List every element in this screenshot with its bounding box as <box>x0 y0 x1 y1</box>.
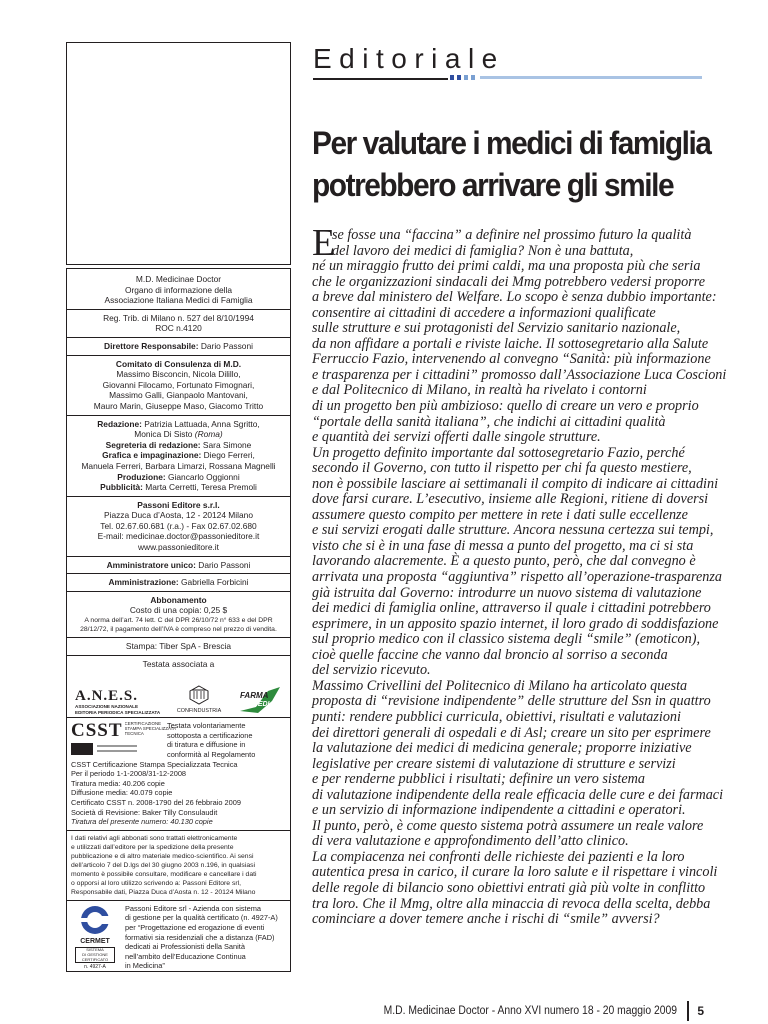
article-line: autentica presa in carico, il curare la loro salute e il rispettare i vincoli <box>312 864 718 881</box>
redazione-value-2: Monica Di Sisto <box>134 429 193 440</box>
masthead-direttore <box>67 338 290 356</box>
section-title: Editoriale <box>313 43 505 74</box>
page-number: 5 <box>697 1004 704 1018</box>
csst-logo <box>71 720 176 759</box>
csst-seal-icon <box>71 742 141 756</box>
article-line: arrivata una proposta “aggiuntiva” rispetto all’operazione-trasparenza <box>312 569 723 586</box>
direttore-label: Direttore Responsabile: <box>104 340 199 351</box>
confindustria-emblem-icon <box>188 685 210 705</box>
abbonamento-line: A norma dell’art. 74 lett. C del DPR 26/10/72 n° 633 e del DPR <box>84 617 273 625</box>
article-line: di un progetto ben più ambizioso: quello di creare un vero e proprio <box>312 398 699 415</box>
privacy-line: dell’articolo 7 del D.lgs del 30 giugno 2003 n.196, in qualsiasi <box>71 861 256 869</box>
csst-logo-text: CSST <box>71 720 123 742</box>
section-accent-rule <box>480 76 702 79</box>
article-body <box>312 222 727 928</box>
privacy-line: momento è possibile consultare, modificare e cancellare i dati <box>71 870 257 878</box>
masthead-privacy <box>67 831 290 901</box>
csst-line: Tiratura media: 40.206 copie <box>71 778 165 788</box>
masthead-redazione <box>67 416 290 497</box>
anes-logo-sub: EDITORIA PERIODICA SPECIALIZZATA <box>75 709 161 715</box>
article-line: la valutazione dei medici di medicina generale; proporre iniziative <box>312 740 692 757</box>
article-line: e un servizio di informazione indipendente a cittadini e operatori. <box>312 802 686 819</box>
masthead-editore <box>67 497 290 557</box>
article-line: e quantità dei servizi offerti dalle singole strutture. <box>312 429 601 446</box>
article-line: né un miraggio frutto dei primi caldi, ma una proposta più che seria <box>312 258 701 275</box>
privacy-line: o opporsi al loro utilizzo scrivendo a: Passoni Editore srl, <box>71 879 242 887</box>
masthead-amministratore <box>67 557 290 575</box>
grafica-value: Diego Ferreri, <box>201 450 255 461</box>
cermet-line: di gestione per la qualità certificato (n. 4927-A) <box>125 913 278 923</box>
article-line: di valutazione indipendente della reale efficacia delle cure e dei farmaci <box>312 786 724 803</box>
article-line: sul proprio medico con il classico sistema degli “smile” (emoticon), <box>312 631 701 648</box>
pubblicita-value: Marta Cerretti, Teresa Premoli <box>142 482 257 493</box>
masthead <box>66 268 291 972</box>
csst-logo-sub: STAMPA SPECIALIZZATA <box>124 726 176 732</box>
csst-line: CSST Certificazione Stampa Specializzata Tecnica <box>71 759 238 769</box>
accent-dot <box>464 75 468 80</box>
privacy-line: e utilizzati dall’editore per la spedizione della presente <box>71 843 234 851</box>
reg-line: Reg. Trib. di Milano n. 527 del 8/10/1994 <box>103 312 254 323</box>
article-line: dei medici di famiglia online, attraverso il quale i cittadini potrebbero <box>312 600 711 617</box>
grafica-label: Grafica e impaginazione: <box>102 450 202 461</box>
article-line: e sui servizi erogati dalle strutture. Ancora nessuna certezza sui tempi, <box>312 522 714 539</box>
headline-line: potrebbero arrivare gli smile <box>312 167 674 203</box>
comitato-label: Comitato di Consulenza di M.D. <box>115 358 242 369</box>
editore-line: Piazza Duca d’Aosta, 12 - 20124 Milano <box>104 510 253 521</box>
privacy-line: Responsabile dati, Piazza Duca d’Aosta n. 12 - 20124 Milano <box>71 888 256 896</box>
article-line: e dal Politecnico di Milano, in realtà ha rivelato i contorni <box>312 382 647 399</box>
pub-line: M.D. Medicinae Doctor <box>135 274 222 284</box>
article-line: visto che si è in una fase di messa a punto del progetto, ma ci si sta <box>312 537 694 554</box>
article-line: esprimere, in un apposito spazio internet, il loro grado di soddisfazione <box>312 615 719 632</box>
editore-website: www.passonieditore.it <box>138 542 219 553</box>
pub-line: Organo di informazione della <box>124 284 233 295</box>
footer-issue: M.D. Medicinae Doctor - Anno XVI numero 18 - 20 maggio 2009 <box>383 1005 678 1017</box>
pubblicita-label: Pubblicità: <box>100 482 143 493</box>
privacy-line: I dati relativi agli abbonati sono trattati elettronicamente <box>71 834 238 842</box>
confindustria-logo <box>177 685 221 715</box>
cermet-line: nell’ambito dell’Educazione Continua <box>125 951 246 961</box>
article-line: dove farsi curare. L’esecutivo, insieme alle Regioni, ritiene di doversi <box>312 491 709 508</box>
csst-side-line: di tiratura e diffusione in <box>167 740 246 750</box>
cermet-badge-line: DI GESTIONE <box>82 951 108 957</box>
cermet-line: per “Progettazione ed erogazione di eventi <box>125 922 265 932</box>
amministrazione-value: Gabriella Forbicini <box>178 577 249 588</box>
editore-label: Passoni Editore s.r.l. <box>137 499 220 510</box>
csst-side-line: Testata volontariamente <box>167 721 246 731</box>
editore-email: E-mail: medicinae.doctor@passonieditore.it <box>97 531 260 542</box>
article-line: Il punto, però, è come questo sistema potrà assumere un reale valore <box>312 817 704 834</box>
article-line: punti: rendere pubblici curricula, obiettivi, risultati e valutazioni <box>312 708 681 725</box>
redazione-note: (Roma) <box>192 429 223 440</box>
cermet-line: dedicati ai Professionisti della Sanità <box>125 942 245 952</box>
article-line: già istruita dal Governo: introdurre un nuovo sistema di valutazione <box>312 584 702 601</box>
headline <box>312 122 711 206</box>
article-line: e trasparenza per i cittadini” promosso dall’Associazione Luca Coscioni <box>312 366 727 383</box>
media-text: MEDIA <box>251 701 275 709</box>
amministratore-value: Dario Passoni <box>195 559 251 570</box>
cermet-number: n. 4927-A <box>84 964 106 971</box>
csst-line: Certificato CSST n. 2008-1790 del 26 febbraio 2009 <box>71 797 241 807</box>
article-line: Ferruccio Fazio, intervenendo al convegno “Sanità: più informazione <box>312 351 711 368</box>
article-line: La compiacenza nei confronti delle richieste dei pazienti e la loro <box>312 848 685 865</box>
article-line: Un progetto definito importante dal sottosegretario Fazio, perché <box>312 444 685 461</box>
privacy-line: pubblicazione e di altro materiale medico-scientifico. Ai sensi <box>71 852 254 860</box>
article-line: di vera valutazione e approfondimento dell’atto clinico. <box>312 833 629 850</box>
csst-line: Società di Revisione: Baker Tilly Consulaudit <box>71 807 218 817</box>
cermet-badge-line: CERTIFICATO <box>81 956 109 962</box>
masthead-amministrazione <box>67 574 290 592</box>
cermet-logo <box>71 904 119 970</box>
confindustria-label: CONFINDUSTRIA <box>176 708 222 715</box>
anes-logo-text: A.N.E.S. <box>75 688 139 705</box>
amministratore-label: Amministratore unico: <box>106 559 196 570</box>
article-line: lavorando alacremente. È a questo punto, però, che dal convegno è <box>312 553 696 570</box>
masthead-cermet <box>67 901 290 974</box>
editore-line: Tel. 02.67.60.681 (r.a.) - Fax 02.67.02.680 <box>100 520 257 531</box>
csst-note: Tiratura del presente numero: 40.130 copie <box>71 817 213 827</box>
article-line: Massimo Crivellini del Politecnico di Milano ha articolato questa <box>312 677 688 694</box>
anes-logo <box>75 689 160 715</box>
produzione-value: Giancarlo Oggionni <box>165 471 240 482</box>
masthead-abbonamento <box>67 592 290 638</box>
article-line: se fosse una “faccina” a definire nel prossimo futuro la qualità <box>332 227 692 243</box>
article-line: che le organizzazioni sindacali dei Mmg potrebbero vedersi proporre <box>312 273 705 290</box>
section-dots <box>450 75 475 80</box>
cermet-logo-text: CERMET <box>80 938 110 946</box>
cermet-line: formativi sia residenziali che a distanza (FAD) <box>125 932 275 942</box>
article-line: non è possibile lasciare ai settimanali il compito di indicare ai cittadini <box>312 475 719 492</box>
masthead-csst <box>67 718 290 831</box>
abbonamento-line: 28/12/72, il pagamento dell’IVA è compreso nel prezzo di vendita. <box>80 626 277 634</box>
masthead-comitato <box>67 356 290 416</box>
comitato-line: Massimo Bisconcin, Nicola Dilillo, <box>116 369 241 380</box>
article-line: cominciare a dover temere anche i rischi di “smile” avversi? <box>312 911 660 928</box>
comitato-line: Massimo Galli, Gianpaolo Mantovani, <box>109 390 248 401</box>
stampa-line: Stampa: Tiber SpA - Brescia <box>125 641 232 652</box>
article-line: del servizio ricevuto. <box>312 662 431 679</box>
cermet-line: Passoni Editore srl - Azienda con sistema <box>125 903 261 913</box>
masthead-stampa <box>67 638 290 656</box>
masthead-registration <box>67 310 290 338</box>
amministrazione-label: Amministrazione: <box>108 577 179 588</box>
pub-line: Associazione Italiana Medici di Famiglia <box>104 295 253 306</box>
article-line: cioè quelle faccine che vanno dal broncio al sorriso a seconda <box>312 646 668 663</box>
cermet-badge-line: SISTEMA <box>86 947 104 953</box>
article-line: proposta di “revisione indipendente” delle strutture del Ssn in quattro <box>312 693 711 710</box>
article-line: tra loro. Che il Mmg, oltre alla minaccia di revoca della scelta, debba <box>312 895 711 912</box>
redazione-value: Patrizia Lattuada, Anna Sgritto, <box>141 418 260 429</box>
article-line: secondo il Governo, con tutto il rispetto per chi fa questo mestiere, <box>312 460 692 477</box>
csst-logo-sub: CERTIFICAZIONE <box>124 721 162 727</box>
csst-side-line: conformità al Regolamento <box>167 750 256 759</box>
segreteria-value: Sara Simone <box>200 439 252 450</box>
csst-logo-sub: TECNICA <box>124 731 144 737</box>
drop-cap: E <box>312 222 336 264</box>
article-line: e per renderne pubblici i risultati; definire un vero sistema <box>312 771 645 788</box>
direttore-value: Dario Passoni <box>198 340 253 351</box>
article-line: delle regole di bilancio sono obiettivi entrati già più volte in conflitto <box>312 879 706 896</box>
article-line: legislative per creare sistemi di valutazione di strutture e servizi <box>312 755 676 772</box>
redazione-label: Redazione: <box>97 418 142 429</box>
csst-line: Diffusione media: 40.079 copie <box>71 788 173 798</box>
farmamedia-logo <box>238 685 282 715</box>
article-line: dei direttori generali di ospedali e di Asl; creare un sito per esprimere <box>312 724 711 741</box>
testata-line: Testata associata a <box>142 658 215 669</box>
section-title-rule <box>313 78 448 80</box>
accent-dot <box>457 75 461 80</box>
article-line: sulle strutture e sui protagonisti del Servizio sanitario nazionale, <box>312 320 681 337</box>
reg-line: ROC n.4120 <box>155 323 202 334</box>
csst-side-line: sottoposta a certificazione <box>167 730 253 740</box>
accent-dot <box>450 75 454 80</box>
abbonamento-line: Costo di una copia: 0,25 $ <box>129 605 228 616</box>
csst-line: Per il periodo 1-1-2008/31-12-2008 <box>71 769 187 779</box>
cermet-badge <box>75 947 115 963</box>
cermet-line: in Medicina” <box>125 961 165 971</box>
headline-line: Per valutare i medici di famiglia <box>312 125 711 161</box>
article-line: da non affidare a portali e riviste laiche. Il sottosegretario alla Salute <box>312 335 709 352</box>
produzione-label: Produzione: <box>117 471 166 482</box>
anes-logo-sub: ASSOCIAZIONE NAZIONALE <box>75 704 139 710</box>
page-footer <box>351 1001 704 1021</box>
article-line: a breve dal ministero del Welfare. Lo scopo è senza dubbio importante: <box>312 289 717 306</box>
footer-divider <box>687 1001 689 1021</box>
article-line: consentire ai cittadini di accedere a informazioni qualificate <box>312 304 656 321</box>
grafica-value-2: Manuela Ferreri, Barbara Limarzi, Rossana Magnelli <box>81 460 276 471</box>
masthead-associations <box>67 656 290 719</box>
comitato-line: Mauro Marin, Giuseppe Maso, Giacomo Tritto <box>93 400 264 411</box>
comitato-line: Giovanni Filocamo, Fortunato Fimognari, <box>102 379 255 390</box>
cermet-c-icon <box>77 904 113 936</box>
article-line: del lavoro dei medici di famiglia? Non è una battuta, <box>332 242 634 259</box>
abbonamento-label: Abbonamento <box>150 594 207 605</box>
empty-ad-box <box>66 42 291 265</box>
article-line: assumere questo compito per mettere in rete i dati sulle eccellenze <box>312 506 688 523</box>
farma-text: FARMA <box>239 691 269 701</box>
article-line: “portale della sanità italiana”, che indichi ai cittadini qualità <box>312 413 666 430</box>
masthead-publication <box>67 269 290 310</box>
segreteria-label: Segreteria di redazione: <box>105 439 201 450</box>
accent-dot <box>471 75 475 80</box>
